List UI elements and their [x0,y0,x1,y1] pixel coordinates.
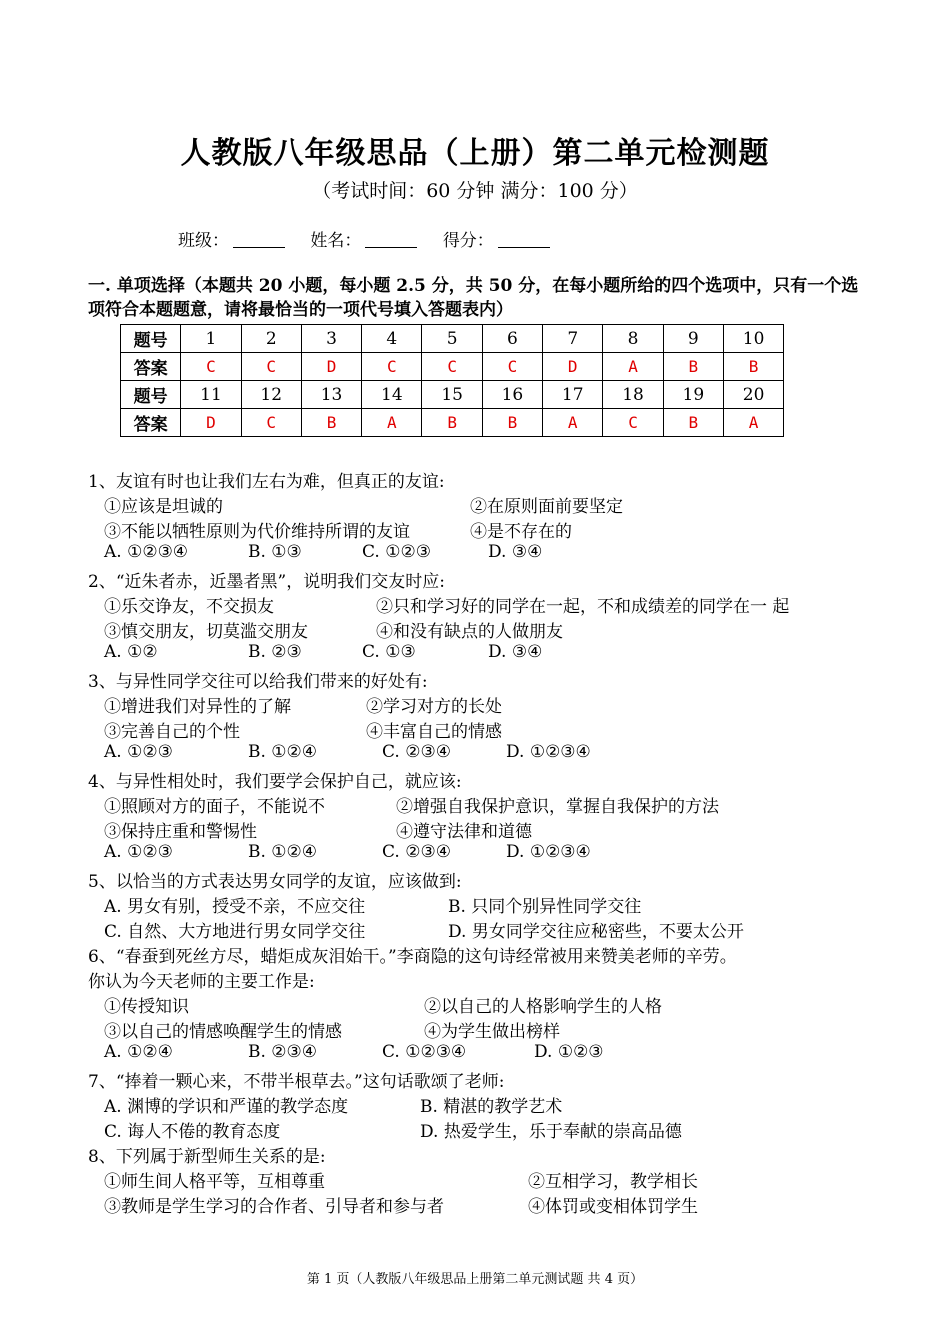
q7-choice-b: B. 精湛的教学艺术 [420,1097,563,1117]
q1-choice-a: A. ①②③④ [104,542,189,562]
q2-option-1: ①乐交诤友，不交损友 [104,597,274,617]
q1-option-1: ①应该是坦诚的 [104,497,223,517]
score-blank[interactable] [498,230,550,248]
answer-table [120,324,784,437]
q1-choice-c: C. ①②③ [362,542,431,562]
question-number-cell: 9 [663,325,723,353]
answer-header: 答案 [121,353,181,381]
q3-option-4: ④丰富自己的情感 [366,722,502,742]
q4-option-3: ③保持庄重和警惕性 [104,822,257,842]
q4-choice-d: D. ①②③④ [506,842,591,862]
q2-choice-a: A. ①② [104,642,158,662]
q2-choice-b: B. ②③ [248,642,302,662]
num-header: 题号 [121,381,181,409]
q2-option-3: ③慎交朋友，切莫滥交朋友 [104,622,308,642]
question-number-cell: 12 [241,381,301,409]
q5-choice-a: A. 男女有别，授受不亲，不应交往 [104,897,366,917]
question-number-cell: 16 [482,381,542,409]
question-number-cell: 4 [362,325,422,353]
answer-cell: C [241,353,301,381]
q6-choice-d: D. ①②③ [534,1042,604,1062]
q8-option-4: ④体罚或变相体罚学生 [528,1197,698,1217]
q4-choice-a: A. ①②③ [104,842,173,862]
q3-choice-c: C. ②③④ [382,742,451,762]
section-heading: 一. 单项选择（本题共 20 小题，每小题 2.5 分，共 50 分，在每小题所给的四个选项中，只有一个选项符合本题题意，请将最恰当的一项代号填入答题表内） [88,276,859,320]
q3-option-3: ③完善自己的个性 [104,722,240,742]
q3-option-2: ②学习对方的长处 [366,697,502,717]
q5-choice-c: C. 自然、大方地进行男女同学交往 [104,922,366,942]
name-label: 姓名： [310,231,362,251]
table-row [121,325,784,353]
q8-option-2: ②互相学习，教学相长 [528,1172,698,1192]
q4-option-2: ②增强自我保护意识，掌握自我保护的方法 [396,797,719,817]
q4-choice-b: B. ①②④ [248,842,318,862]
question-1-stem: 1、友谊有时也让我们左右为难，但真正的友谊: [88,472,445,492]
q1-choice-b: B. ①③ [248,542,302,562]
q8-option-3: ③教师是学生学习的合作者、引导者和参与者 [104,1197,444,1217]
q1-option-2: ②在原则面前要坚定 [470,497,623,517]
question-number-cell: 8 [603,325,663,353]
question-7-stem: 7、“捧着一颗心来，不带半根草去。”这句话歌颂了老师: [88,1072,505,1092]
student-info [178,226,570,251]
class-blank[interactable] [233,230,285,248]
answer-cell: D [301,353,361,381]
question-3-stem: 3、与异性同学交往可以给我们带来的好处有: [88,672,428,692]
num-header: 题号 [121,325,181,353]
question-number-cell: 14 [362,381,422,409]
q4-choice-c: C. ②③④ [382,842,451,862]
page-title: 人教版八年级思品（上册）第二单元检测题 [180,136,770,171]
answer-cell: B [663,353,723,381]
q5-choice-b: B. 只同个别异性同学交往 [448,897,642,917]
answer-cell: B [301,409,361,437]
question-number-cell: 10 [723,325,783,353]
question-5-stem: 5、以恰当的方式表达男女同学的友谊，应该做到: [88,872,462,892]
q5-choice-d: D. 男女同学交往应秘密些，不要太公开 [448,922,744,942]
q3-choice-a: A. ①②③ [104,742,173,762]
answer-cell: C [181,353,241,381]
question-number-cell: 17 [543,381,603,409]
answer-cell: C [362,353,422,381]
q6-option-4: ④为学生做出榜样 [424,1022,560,1042]
question-number-cell: 11 [181,381,241,409]
question-number-cell: 3 [301,325,361,353]
q4-option-1: ①照顾对方的面子，不能说不 [104,797,325,817]
q6-choice-b: B. ②③④ [248,1042,318,1062]
answer-cell: B [663,409,723,437]
answer-cell: B [422,409,482,437]
q7-choice-d: D. 热爱学生，乐于奉献的崇高品德 [420,1122,682,1142]
q7-choice-c: C. 诲人不倦的教育态度 [104,1122,281,1142]
table-row [121,409,784,437]
score-label: 得分： [442,231,494,251]
q4-option-4: ④遵守法律和道德 [396,822,532,842]
answer-cell: A [362,409,422,437]
answer-cell: A [723,409,783,437]
answer-cell: C [241,409,301,437]
question-number-cell: 19 [663,381,723,409]
question-number-cell: 18 [603,381,663,409]
answer-cell: B [482,409,542,437]
answer-cell: C [422,353,482,381]
class-label: 班级： [178,231,229,251]
q1-option-4: ④是不存在的 [470,522,572,542]
q2-choice-d: D. ③④ [488,642,543,662]
q8-option-1: ①师生间人格平等，互相尊重 [104,1172,325,1192]
question-number-cell: 5 [422,325,482,353]
question-number-cell: 6 [482,325,542,353]
answer-cell: B [723,353,783,381]
q6-option-2: ②以自己的人格影响学生的人格 [424,997,662,1017]
table-row [121,381,784,409]
q1-choice-d: D. ③④ [488,542,543,562]
q6-option-1: ①传授知识 [104,997,189,1017]
question-4-stem: 4、与异性相处时，我们要学会保护自己，就应该: [88,772,462,792]
question-number-cell: 7 [543,325,603,353]
q2-option-2: ②只和学习好的同学在一起，不和成绩差的同学在一 起 [376,597,790,617]
question-number-cell: 1 [181,325,241,353]
answer-cell: C [603,409,663,437]
table-row [121,353,784,381]
name-blank[interactable] [365,230,417,248]
answer-cell: C [482,353,542,381]
q3-choice-d: D. ①②③④ [506,742,591,762]
q6-choice-c: C. ①②③④ [382,1042,467,1062]
question-6-stem-2: 你认为今天老师的主要工作是: [88,972,315,992]
q2-option-4: ④和没有缺点的人做朋友 [376,622,563,642]
q3-choice-b: B. ①②④ [248,742,318,762]
answer-cell: D [181,409,241,437]
answer-cell: D [543,353,603,381]
q7-choice-a: A. 渊博的学识和严谨的教学态度 [104,1097,349,1117]
question-2-stem: 2、“近朱者赤，近墨者黑”，说明我们交友时应: [88,572,445,592]
question-6-stem: 6、“春蚕到死丝方尽，蜡炬成灰泪始干。”李商隐的这句诗经常被用来赞美老师的辛劳。 [88,947,737,967]
q6-choice-a: A. ①②④ [104,1042,173,1062]
answer-cell: A [603,353,663,381]
question-number-cell: 13 [301,381,361,409]
q3-option-1: ①增进我们对异性的了解 [104,697,291,717]
exam-info: （考试时间：60 分钟 满分：100 分） [312,180,638,202]
question-number-cell: 20 [723,381,783,409]
question-number-cell: 15 [422,381,482,409]
answer-cell: A [543,409,603,437]
page-footer: 第 1 页（人教版八年级思品上册第二单元测试题 共 4 页） [306,1272,644,1287]
answer-header: 答案 [121,409,181,437]
question-number-cell: 2 [241,325,301,353]
q2-choice-c: C. ①③ [362,642,416,662]
q6-option-3: ③以自己的情感唤醒学生的情感 [104,1022,342,1042]
question-8-stem: 8、下列属于新型师生关系的是: [88,1147,326,1167]
q1-option-3: ③不能以牺牲原则为代价维持所谓的友谊 [104,522,410,542]
